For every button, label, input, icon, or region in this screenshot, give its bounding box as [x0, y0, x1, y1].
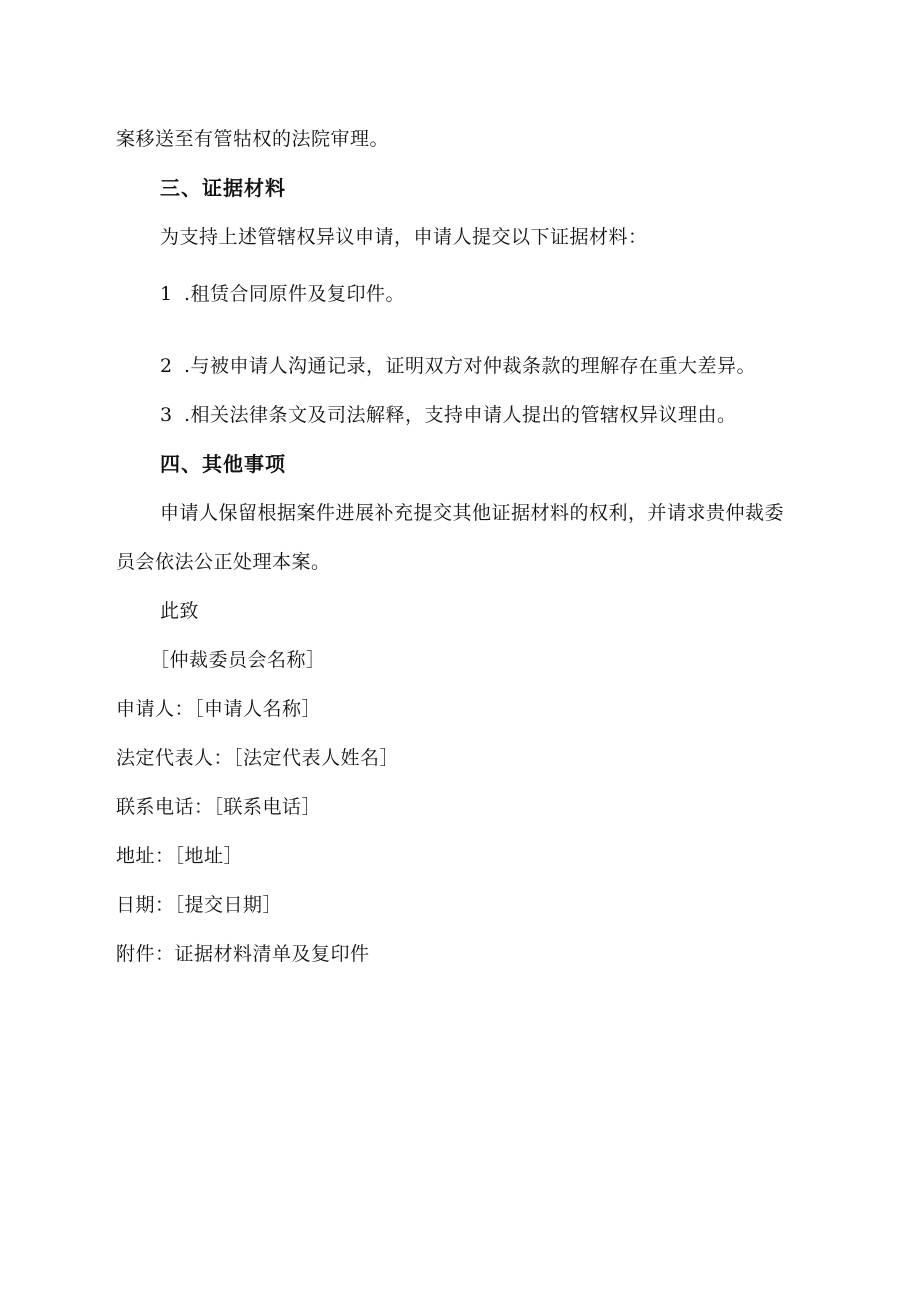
- continuation-text: 案移送至有管牯权的法院审理。: [116, 128, 390, 150]
- signature-phone: 联系电话：［联系电话］: [116, 796, 322, 818]
- evidence-item-1: [160, 280, 405, 308]
- signature-legal-rep: 法定代表人：［法定代表人姓名］: [116, 747, 400, 769]
- evidence-item-3: [160, 401, 737, 429]
- closing-salutation: 此致: [160, 600, 200, 622]
- evidence-item-text: .租赁合同原件及复印件。: [184, 283, 406, 305]
- evidence-item-number: 2: [160, 355, 173, 377]
- signature-applicant: 申请人：［申请人名称］: [116, 698, 322, 720]
- section-4-paragraph-line-1: 申请人保留根据案件进展补充提交其他证据材料的权利，并请求贵仲裁委: [160, 502, 785, 524]
- closing-recipient: ［仲裁委员会名称］: [150, 649, 326, 671]
- evidence-item-number: 1: [160, 283, 173, 305]
- section-3-heading: 三、证据材料: [160, 176, 286, 200]
- signature-attachment: 附件：证据材料清单及复印件: [116, 943, 370, 965]
- evidence-item-2: [160, 352, 756, 380]
- section-3-intro: 为支持上述管辖权异议申请，申请人提交以下证据材料：: [160, 226, 648, 248]
- signature-address: 地址：［地址］: [116, 845, 244, 867]
- evidence-item-text: .与被申请人沟通记录，证明双方对仲裁条款的理解存在重大差异。: [184, 355, 757, 377]
- evidence-item-number: 3: [160, 404, 173, 426]
- section-4-paragraph-line-2: 员会依法公正处理本案。: [116, 551, 331, 573]
- evidence-item-text: .相关法律条文及司法解释，支持申请人提出的管辖权异议理由。: [184, 404, 737, 426]
- section-4-heading: 四、其他事项: [160, 452, 286, 476]
- signature-date: 日期：［提交日期］: [116, 894, 283, 916]
